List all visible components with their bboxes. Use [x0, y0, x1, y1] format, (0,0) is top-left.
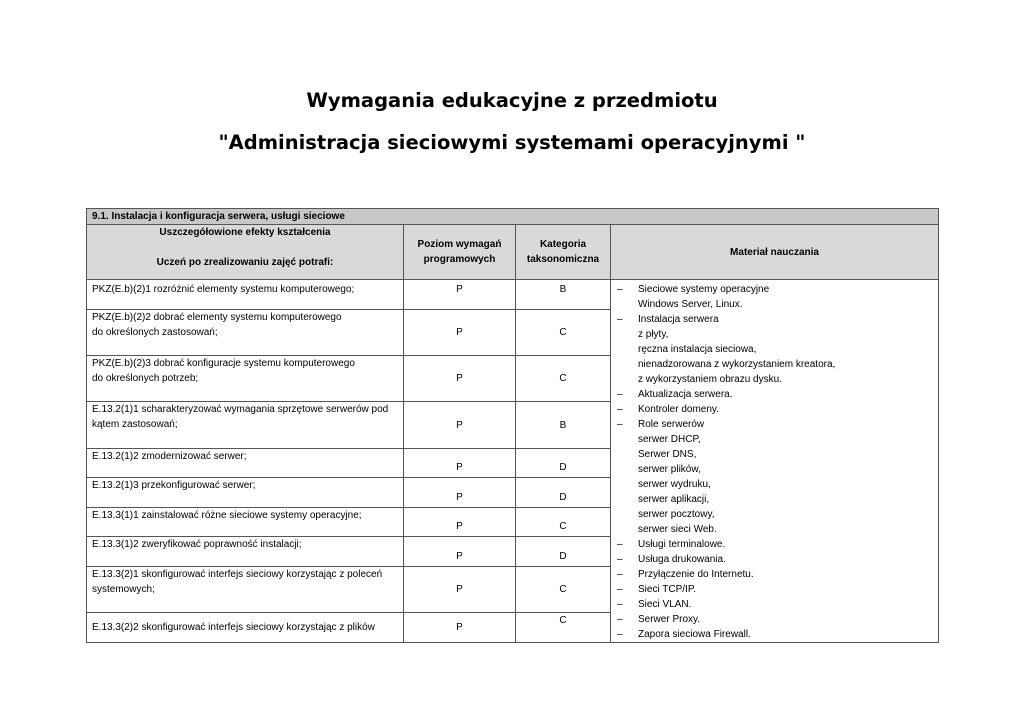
level-cell: P	[404, 478, 516, 508]
category-cell: D	[516, 537, 611, 567]
category-cell: B	[516, 280, 611, 310]
outcome-line: E.13.2(1)1 scharakteryzować wymagania sprzętowe serwerów pod	[92, 404, 389, 416]
outcome-line: do określonych potrzeb;	[92, 372, 199, 384]
category-cell: C	[516, 613, 611, 643]
document-title: Wymagania edukacyjne z przedmiotu	[306, 89, 718, 112]
category-cell: D	[516, 478, 611, 508]
list-item	[615, 312, 934, 387]
header-category-line1: Kategoria	[539, 239, 587, 250]
outcome-cell	[87, 613, 404, 643]
header-level-line2: programowych	[423, 254, 496, 265]
material-subitem: serwer DHCP,	[638, 434, 701, 445]
material-subitem: serwer wydruku,	[638, 479, 711, 490]
header-material: Materiał nauczania	[611, 225, 939, 280]
outcome-line: E.13.3(2)2 skonfigurować interfejs sieciowy korzystając z plików	[92, 622, 375, 634]
outcome-line: E.13.3(1)2 zweryfikować poprawność instalacji;	[92, 539, 302, 551]
list-item: – Przyłączenie do Internetu.	[615, 567, 934, 582]
level-cell: P	[404, 448, 516, 478]
subject-title: "Administracja sieciowymi systemami operacyjnymi "	[218, 131, 806, 154]
section-row	[87, 209, 939, 225]
material-item: – Instalacja serwera	[638, 314, 719, 325]
header-level-line1: Poziom wymagań	[417, 239, 502, 250]
header-row	[87, 225, 939, 280]
category-cell: C	[516, 507, 611, 537]
list-item: – Usługa drukowania.	[615, 552, 934, 567]
list-item: – Kontroler domeny.	[615, 402, 934, 417]
material-cell	[611, 280, 939, 643]
outcome-line: PKZ(E.b)(2)2 dobrać elementy systemu komputerowego	[92, 311, 342, 323]
outcome-line: E.13.2(1)2 zmodernizować serwer;	[92, 450, 247, 462]
outcome-line: kątem zastosowań;	[92, 419, 178, 431]
header-outcomes	[87, 225, 404, 280]
outcome-cell	[87, 478, 404, 508]
material-subitem: Windows Server, Linux.	[638, 299, 743, 310]
material-subitem: nienadzorowana z wykorzystaniem kreatora,	[638, 359, 836, 370]
list-item: – Aktualizacja serwera.	[615, 387, 934, 402]
level-cell: P	[404, 280, 516, 310]
category-cell: C	[516, 355, 611, 401]
list-item: – Zapora sieciowa Firewall.	[615, 627, 934, 642]
list-item: – Sieci VLAN.	[615, 597, 934, 612]
level-cell: P	[404, 402, 516, 448]
level-cell: P	[404, 355, 516, 401]
list-item: – Usługi terminalowe.	[615, 537, 934, 552]
outcome-line: E.13.3(1)1 zainstalować różne sieciowe systemy operacyjne;	[92, 509, 362, 521]
outcome-cell	[87, 566, 404, 612]
outcome-cell	[87, 402, 404, 448]
material-subitem: serwer plików,	[638, 464, 701, 475]
list-item	[615, 417, 934, 537]
outcome-cell	[87, 507, 404, 537]
outcome-line: systemowych;	[92, 583, 155, 595]
outcome-cell	[87, 537, 404, 567]
table-row	[87, 280, 939, 310]
material-subitem: Serwer DNS,	[638, 449, 697, 460]
outcome-cell	[87, 355, 404, 401]
material-subitem: ręczna instalacja sieciowa,	[638, 344, 757, 355]
material-item: – Role serwerów	[638, 419, 705, 430]
category-cell: C	[516, 566, 611, 612]
outcome-line: E.13.3(2)1 skonfigurować interfejs sieciowy korzystając z poleceń	[92, 568, 383, 580]
category-cell: B	[516, 402, 611, 448]
category-cell: C	[516, 309, 611, 355]
material-item: – Sieciowe systemy operacyjne	[638, 284, 770, 295]
outcome-line: do określonych zastosowań;	[92, 326, 218, 338]
outcome-line: E.13.2(1)3 przekonfigurować serwer;	[92, 480, 256, 492]
level-cell: P	[404, 566, 516, 612]
header-category	[516, 225, 611, 280]
header-outcomes-line2: Uczeń po zrealizowaniu zajęć potrafi:	[156, 257, 334, 268]
material-subitem: z wykorzystaniem obrazu dysku.	[638, 374, 782, 385]
level-cell: P	[404, 537, 516, 567]
material-subitem: z płyty,	[638, 329, 669, 340]
material-subitem: serwer aplikacji,	[638, 494, 710, 505]
material-subitem: serwer sieci Web.	[638, 524, 717, 535]
requirements-table	[86, 208, 939, 643]
outcome-line: PKZ(E.b)(2)1 rozróżnić elementy systemu komputerowego;	[92, 284, 355, 295]
list-item: – Sieci TCP/IP.	[615, 582, 934, 597]
header-level	[404, 225, 516, 280]
outcome-line: PKZ(E.b)(2)3 dobrać konfiguracje systemu komputerowego	[92, 357, 355, 369]
material-list	[615, 282, 934, 642]
section-title: 9.1. Instalacja i konfiguracja serwera, usługi sieciowe	[87, 209, 939, 225]
list-item: – Serwer Proxy.	[615, 612, 934, 627]
material-subitem: serwer pocztowy,	[638, 509, 715, 520]
level-cell: P	[404, 309, 516, 355]
outcome-cell	[87, 448, 404, 478]
outcome-cell	[87, 309, 404, 355]
category-cell: D	[516, 448, 611, 478]
header-outcomes-line1: Uszczegółowione efekty kształcenia	[159, 227, 331, 238]
outcome-cell	[87, 280, 404, 310]
level-cell: P	[404, 507, 516, 537]
level-cell: P	[404, 613, 516, 643]
header-category-line2: taksonomiczna	[526, 254, 600, 265]
list-item	[615, 282, 934, 312]
